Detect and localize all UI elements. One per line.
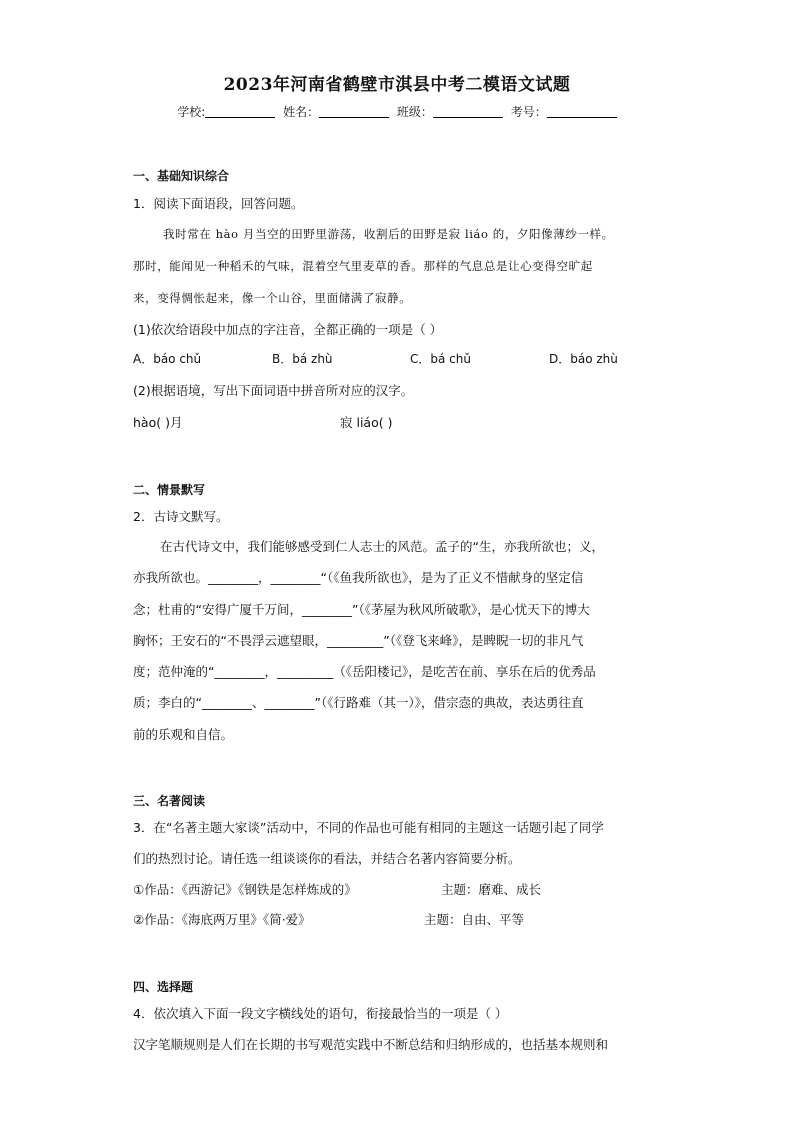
work-group-2: ②作品：《海底两万里》《简·爱》 bbox=[133, 912, 311, 927]
theme-group-2: 主题：自由、平等 bbox=[424, 912, 525, 927]
name-blank[interactable] bbox=[319, 105, 389, 118]
poem-line-2: 亦我所欲也。________，________“（《鱼我所欲也》，是为了正义不惜献身的坚定信 bbox=[133, 570, 584, 585]
poem-line-6: 质；李白的“________、________”（《行路难（其一）》，借宗悫的典故，表达勇往直 bbox=[133, 695, 584, 710]
question-3-line-1: 3．在“名著主题大家谈”活动中，不同的作品也可能有相同的主题这一话题引起了同学 bbox=[133, 820, 604, 835]
question-1: 1．阅读下面语段，回答问题。 bbox=[133, 196, 304, 211]
page-title: 2023年河南省鹤壁市淇县中考二模语文试题 bbox=[223, 75, 571, 95]
poem-line-5: 度；范仲淹的“________，_________（《岳阳楼记》，是吃苦在前、享乐在后的优秀品 bbox=[133, 664, 596, 679]
class-label: 班级： bbox=[396, 105, 433, 119]
sub-question-1: (1)依次给语段中加点的字注音，全都正确的一项是（ ） bbox=[133, 322, 443, 337]
exam-number-label: 考号： bbox=[510, 105, 547, 119]
work-group-1: ①作品：《西游记》《钢铁是怎样炼成的》 bbox=[133, 882, 357, 897]
class-blank[interactable] bbox=[433, 105, 503, 118]
theme-group-1: 主题：磨难、成长 bbox=[441, 882, 542, 897]
option-c[interactable]: C．bá chǔ bbox=[410, 352, 471, 366]
school-label: 学校: bbox=[177, 105, 206, 119]
passage-line-3: 来，变得惆怅起来，像一个山谷，里面储满了寂静。 bbox=[133, 291, 412, 305]
poem-line-1: 在古代诗文中，我们能够感受到仁人志士的风范。孟子的“生，亦我所欲也；义， bbox=[160, 539, 604, 554]
section-4-heading: 四、选择题 bbox=[133, 980, 194, 994]
fill-hao[interactable]: hào( )月 bbox=[133, 415, 183, 430]
poem-line-7: 前的乐观和自信。 bbox=[133, 727, 234, 742]
section-2-heading: 二、情景默写 bbox=[133, 483, 206, 497]
poem-line-4: 胸怀；王安石的“不畏浮云遮望眼，_________”（《登飞来峰》，是睥睨一切的非凡气 bbox=[133, 633, 584, 648]
option-a[interactable]: A．báo chǔ bbox=[133, 352, 202, 366]
exam-number-blank[interactable] bbox=[547, 105, 617, 118]
option-b[interactable]: B．bá zhù bbox=[272, 352, 333, 366]
section-1-heading: 一、基础知识综合 bbox=[133, 169, 230, 183]
fill-liao[interactable]: 寂 liáo( ) bbox=[340, 415, 393, 430]
sub-question-2: (2)根据语境，写出下面词语中拼音所对应的汉字。 bbox=[133, 383, 414, 398]
question-3-line-2: 们的热烈讨论。请任选一组谈谈你的看法，并结合名著内容简要分析。 bbox=[133, 851, 521, 866]
question-2: 2．古诗文默写。 bbox=[133, 509, 229, 524]
name-label: 姓名： bbox=[283, 105, 320, 119]
passage-line-2: 那时，能闻见一种稻禾的气味，混着空气里麦草的香。那样的气息总是让心变得空旷起 bbox=[133, 259, 593, 273]
student-info-row bbox=[0, 103, 794, 120]
question-4-text: 汉字笔顺规则是人们在长期的书写观范实践中不断总结和归纳形成的，也括基本规则和 bbox=[133, 1037, 609, 1052]
passage-line-1: 我时常在 hào 月当空的田野里游荡，收割后的田野是寂 liáo 的，夕阳像薄纱一样。 bbox=[163, 227, 614, 241]
option-d[interactable]: D．báo zhù bbox=[549, 352, 618, 366]
poem-line-3: 念；杜甫的“安得广厦千万间，________”（《茅屋为秋风所破歌》，是心忧天下的博大 bbox=[133, 602, 590, 617]
school-blank[interactable] bbox=[205, 105, 275, 118]
question-4: 4．依次填入下面一段文字横线处的语句，衔接最恰当的一项是（ ） bbox=[133, 1006, 508, 1021]
section-3-heading: 三、名著阅读 bbox=[133, 794, 206, 808]
